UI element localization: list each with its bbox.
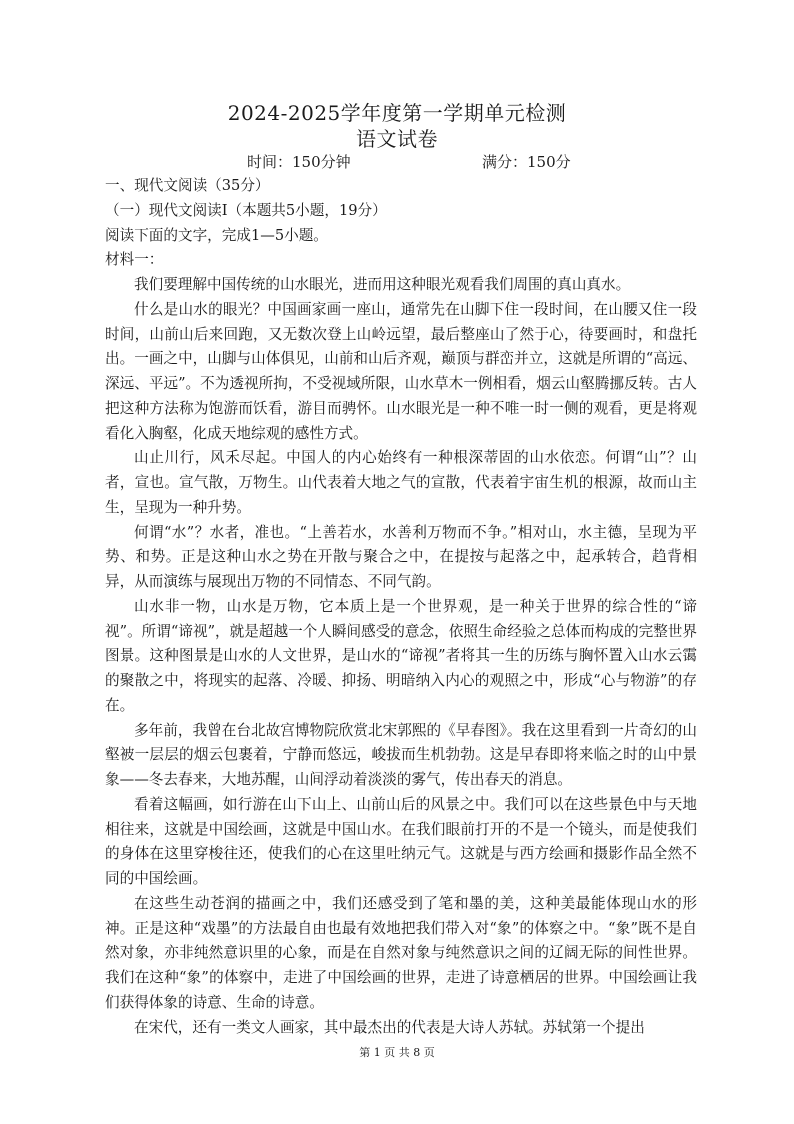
full-score: 满分：150分: [482, 153, 571, 171]
paragraph: 山水非一物，山水是万物，它本质上是一个世界观，是一种关于世界的综合性的“谛视”。所谓“谛视”，就是超越一个人瞬间感受的意念，依照生命经验之总体而构成的完整世界图景。这种图景是山水的人文世界，是山水的“谛视”者将其一生的历练与胸怀置入山水云霭的聚散之中，将现实的起落、冷暖、抑扬、明暗纳入内心的观照之中，形成“心与物游”的存在。: [105, 597, 697, 714]
exam-subtitle: 语文试卷: [356, 127, 438, 151]
paragraph: 什么是山水的眼光？中国画家画一座山，通常先在山脚下住一段时间，在山腰又住一段时间，山前山后来回跑，又无数次登上山岭远望，最后整座山了然于心，待要画时，和盘托出。一画之中，山脚与山体俱见，山前和山后齐观，巅顶与群峦并立，这就是所谓的“高远、深远、平远”。不为透视所拘，不受视域所限，山水草木一例相看，烟云山壑腾挪反转。古人把这种方法称为饱游而饫看，游目而骋怀。山水眼光是一种不唯一时一侧的观看，更是将观看化入胸壑，化成天地综观的感性方式。: [105, 300, 697, 442]
exam-body: [105, 174, 697, 1040]
time-limit: 时间：150分钟: [247, 153, 351, 171]
paragraph: 我们要理解中国传统的山水眼光，进而用这种眼光观看我们周围的真山真水。: [134, 276, 631, 293]
section-heading: 一、现代文阅读（35分）: [105, 177, 270, 194]
paragraph: 何谓“水”？水者，准也。“上善若水，水善利万物而不争。”相对山，水主德，呈现为平势、和势。正是这种山水之势在开散与聚合之中，在提按与起落之中，起承转合，趋背相异，从而演练与展现出万物的不同情态、不同气韵。: [105, 523, 697, 590]
section-subheading: （一）现代文阅读Ⅰ（本题共5小题，19分）: [105, 201, 387, 219]
exam-title: 2024-2025学年度第一学期单元检测: [227, 101, 567, 125]
page-footer: 第 1 页 共 8 页: [359, 1046, 435, 1059]
paragraph: 山止川行，风禾尽起。中国人的内心始终有一种根深蒂固的山水依恋。何谓“山”？山者，宣也。宣气散，万物生。山代表着大地之气的宣散，代表着宇宙生机的根源，故而山主生，呈现为一种升势。: [105, 449, 697, 516]
material-label: 材料一：: [105, 251, 164, 269]
paragraph: 看着这幅画，如行游在山下山上、山前山后的风景之中。我们可以在这些景色中与天地相往来，这就是中国绘画，这就是中国山水。在我们眼前打开的不是一个镜头，而是使我们的身体在这里穿梭往还，使我们的心在这里吐纳元气。这就是与西方绘画和摄影作品全然不同的中国绘画。: [105, 795, 697, 887]
paragraph: 多年前，我曾在台北故宫博物院欣赏北宋郭熙的《早春图》。我在这里看到一片奇幻的山壑被一层层的烟云包裹着，宁静而悠远，峻拔而生机勃勃。这是早春即将来临之时的山中景象——冬去春来，大地苏醒，山间浮动着淡淡的雾气，传出春天的消息。: [105, 721, 697, 788]
paragraph: 在宋代，还有一类文人画家，其中最杰出的代表是大诗人苏轼。苏轼第一个提出: [134, 1018, 645, 1036]
paragraph: 在这些生动苍润的描画之中，我们还感受到了笔和墨的美，这种美最能体现山水的形神。正是这种“戏墨”的方法最自由也最有效地把我们带入对“象”的体察之中。“象”既不是自然对象，亦非纯然意识里的心象，而是在自然对象与纯然意识之间的辽阔无际的间性世界。我们在这种“象”的体察中，走进了中国绘画的世界，走进了诗意栖居的世界。中国绘画让我们获得体象的诗意、生命的诗意。: [105, 894, 697, 1011]
reading-instruction: 阅读下面的文字，完成1—5小题。: [105, 226, 328, 244]
